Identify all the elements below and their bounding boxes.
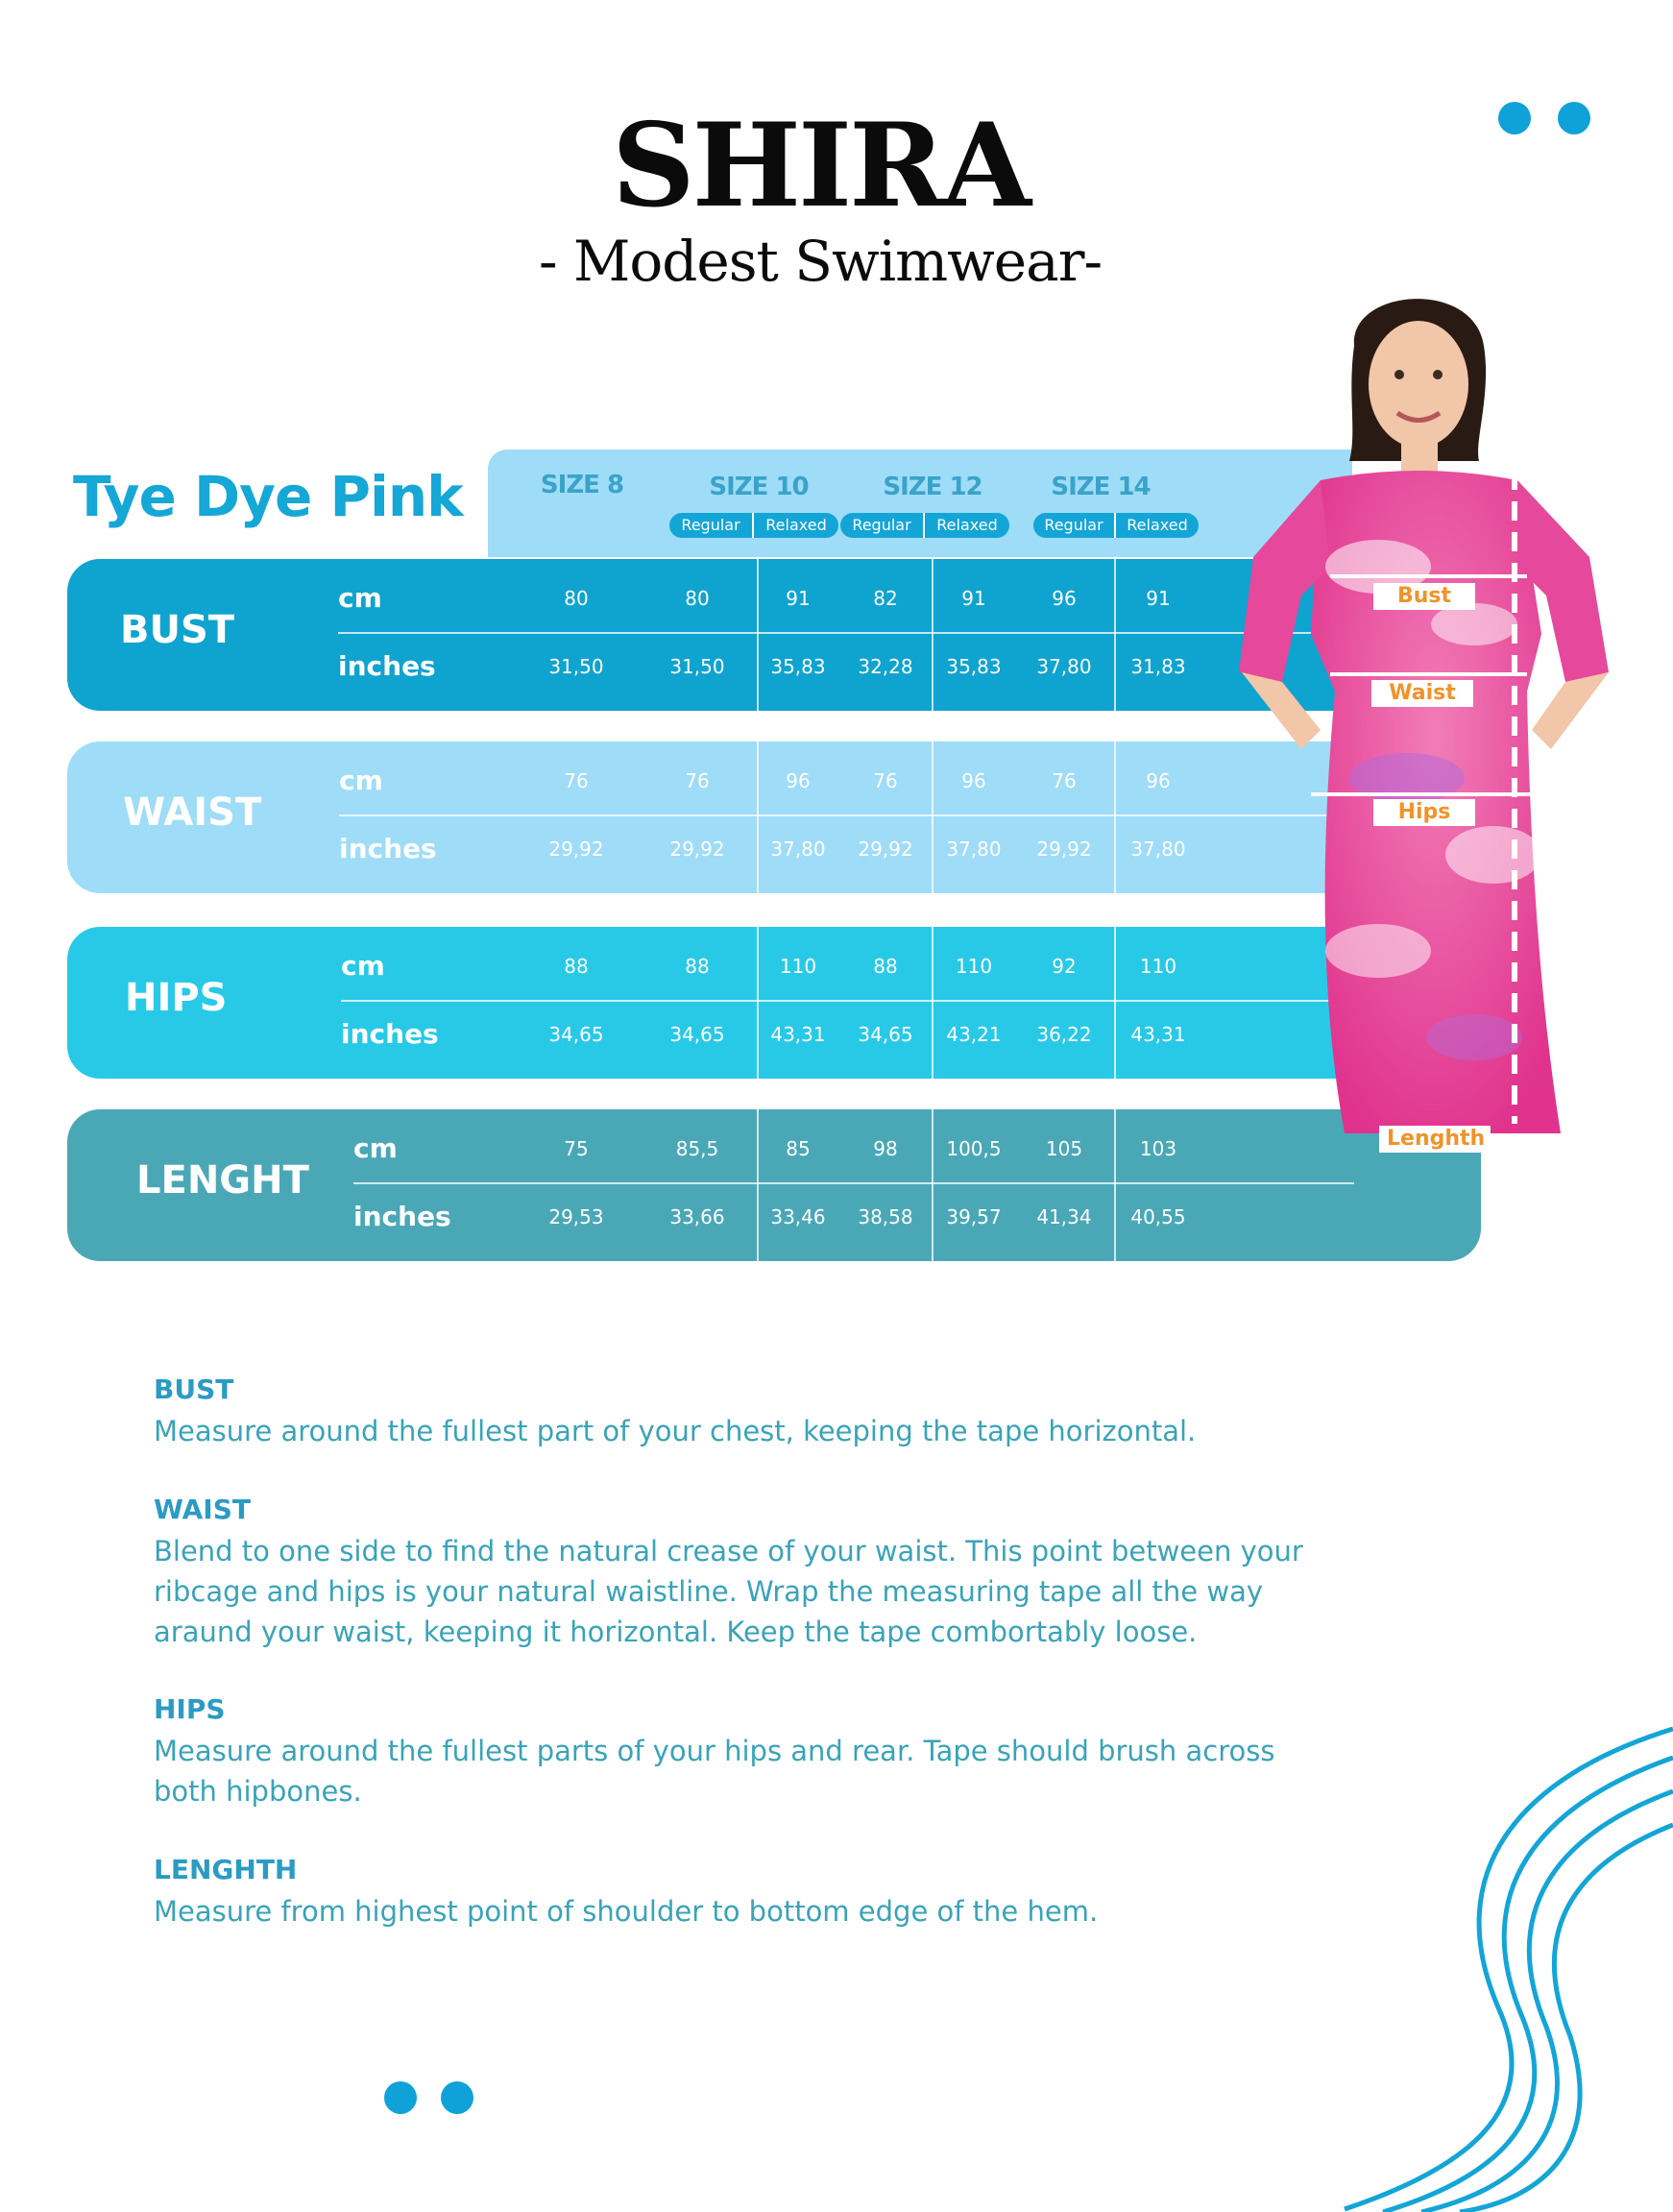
column-divider	[757, 1109, 759, 1261]
arm-left	[1242, 672, 1321, 749]
brand-title: SHIRA	[611, 98, 1029, 233]
cell-waist-cm: 96	[961, 769, 986, 792]
row-title-bust: BUST	[120, 608, 235, 652]
cell-bust-inches: 35,83	[946, 655, 1002, 678]
unit-label-cm: cm	[338, 582, 382, 614]
cell-hips-cm: 110	[955, 955, 993, 978]
unit-label-cm: cm	[341, 950, 385, 982]
column-divider	[1114, 927, 1116, 1079]
row-title-waist: WAIST	[123, 790, 262, 835]
cell-hips-cm: 110	[779, 955, 817, 978]
decor-wave-lines	[1325, 1719, 1673, 2212]
cell-bust-inches: 35,83	[770, 655, 826, 678]
decor-dot	[1558, 102, 1590, 134]
cell-hips-inches: 43,31	[770, 1023, 826, 1046]
guide-text-length: Measure from highest point of shoulder to bottom edge of the hem.	[154, 1895, 1099, 1928]
column-divider	[932, 559, 933, 711]
cell-bust-inches: 31,83	[1130, 655, 1186, 678]
column-divider	[932, 741, 933, 893]
cell-length-inches: 33,66	[669, 1205, 725, 1228]
cell-length-inches: 29,53	[548, 1205, 604, 1228]
cell-length-inches: 38,58	[858, 1205, 913, 1228]
cell-length-inches: 41,34	[1036, 1205, 1092, 1228]
guide-heading-hips: HIPS	[154, 1693, 226, 1725]
cell-waist-cm: 76	[685, 769, 710, 792]
eye-right	[1433, 370, 1443, 379]
pattern-blotch	[1325, 924, 1431, 978]
cell-waist-inches: 29,92	[548, 838, 604, 861]
size-label-8: SIZE 8	[540, 471, 624, 499]
pattern-blotch	[1445, 826, 1541, 884]
cell-waist-cm: 76	[564, 769, 589, 792]
face	[1369, 321, 1468, 448]
fit-relaxed: Relaxed	[765, 516, 827, 534]
size-label-10: SIZE 10	[709, 473, 809, 501]
wave-line	[1383, 1758, 1673, 2212]
eye-left	[1394, 370, 1404, 379]
guide-heading-length: LENGHTH	[154, 1854, 298, 1885]
decor-dot	[441, 2081, 473, 2114]
cell-length-cm: 100,5	[946, 1137, 1002, 1160]
fit-pill-size-12	[840, 513, 1009, 538]
cell-hips-inches: 34,65	[669, 1023, 725, 1046]
cell-hips-inches: 34,65	[548, 1023, 604, 1046]
column-divider	[757, 927, 759, 1079]
guide-text-bust: Measure around the fullest part of your chest, keeping the tape horizontal.	[154, 1415, 1197, 1447]
column-divider	[757, 741, 759, 893]
fit-relaxed: Relaxed	[1127, 516, 1188, 534]
cell-bust-cm: 80	[685, 587, 710, 610]
pattern-blotch	[1426, 1014, 1522, 1060]
cell-waist-inches: 29,92	[669, 838, 725, 861]
unit-label-inches: inches	[353, 1201, 451, 1232]
cell-bust-inches: 37,80	[1036, 655, 1092, 678]
arm-right	[1532, 672, 1609, 749]
guide-heading-waist: WAIST	[154, 1494, 251, 1525]
column-divider	[932, 1109, 933, 1261]
cell-hips-cm: 88	[873, 955, 898, 978]
cell-waist-cm: 96	[1146, 769, 1171, 792]
decor-dot	[384, 2081, 417, 2114]
cell-bust-cm: 82	[873, 587, 898, 610]
size-label-12: SIZE 12	[883, 473, 982, 501]
cell-length-cm: 85	[786, 1137, 811, 1160]
wave-line	[1421, 1791, 1673, 2212]
unit-label-inches: inches	[341, 1018, 439, 1050]
unit-label-inches: inches	[338, 650, 436, 682]
cell-length-inches: 40,55	[1130, 1205, 1186, 1228]
tag-waist: Waist	[1371, 680, 1473, 707]
column-divider	[1114, 741, 1116, 893]
fit-pill-size-10	[669, 513, 838, 538]
model-photo	[1186, 279, 1666, 1172]
cell-waist-cm: 76	[1052, 769, 1077, 792]
cell-hips-cm: 92	[1052, 955, 1077, 978]
cell-hips-cm: 88	[685, 955, 710, 978]
measure-row-hips	[67, 927, 1354, 1079]
unit-label-cm: cm	[353, 1132, 398, 1164]
cell-bust-cm: 96	[1052, 587, 1077, 610]
column-divider	[932, 927, 933, 1079]
cell-waist-cm: 96	[786, 769, 811, 792]
guide-text-hips: Measure around the fullest parts of your hips and rear. Tape should brush across both hipbones.	[154, 1735, 1275, 1808]
cell-hips-cm: 88	[564, 955, 589, 978]
unit-label-inches: inches	[339, 833, 437, 864]
fit-regular: Regular	[852, 516, 911, 534]
cell-length-cm: 98	[873, 1137, 898, 1160]
row-divider	[353, 1182, 1354, 1184]
unit-label-cm: cm	[339, 765, 383, 796]
cell-length-cm: 85,5	[675, 1137, 719, 1160]
tag-bust: Bust	[1373, 583, 1475, 610]
product-color-name: Tye Dye Pink	[73, 464, 463, 529]
row-title-hips: HIPS	[125, 976, 228, 1020]
cell-length-inches: 39,57	[946, 1205, 1002, 1228]
cell-hips-cm: 110	[1139, 955, 1177, 978]
cell-bust-cm: 80	[564, 587, 589, 610]
cell-hips-inches: 43,31	[1130, 1023, 1186, 1046]
cell-bust-cm: 91	[786, 587, 811, 610]
cell-waist-inches: 37,80	[770, 838, 826, 861]
cell-length-inches: 33,46	[770, 1205, 826, 1228]
row-title-length: LENGHT	[136, 1158, 309, 1203]
fit-relaxed: Relaxed	[936, 516, 998, 534]
brand-subtitle: - Modest Swimwear-	[538, 229, 1103, 294]
cell-bust-inches: 32,28	[858, 655, 913, 678]
measure-row-bust	[67, 559, 1354, 711]
tag-length: Lenghth	[1379, 1126, 1491, 1153]
cell-hips-inches: 36,22	[1036, 1023, 1092, 1046]
guide-text-waist: Blend to one side to find the natural crease of your waist. This point between your ribcage and hips is your natural waistline. Wrap the measuring tape all the way araund your waist, keeping it horizontal. Keep the tape combortably loose.	[154, 1535, 1303, 1648]
fit-regular: Regular	[681, 516, 740, 534]
cell-length-cm: 103	[1139, 1137, 1177, 1160]
cell-bust-cm: 91	[1146, 587, 1171, 610]
wave-line	[1460, 1825, 1673, 2212]
cell-hips-inches: 34,65	[858, 1023, 913, 1046]
column-divider	[1114, 559, 1116, 711]
fit-regular: Regular	[1044, 516, 1103, 534]
column-divider	[1114, 1109, 1116, 1261]
cell-waist-inches: 37,80	[946, 838, 1002, 861]
cell-hips-inches: 43,21	[946, 1023, 1002, 1046]
column-divider	[757, 559, 759, 711]
cell-waist-inches: 29,92	[858, 838, 913, 861]
guide-heading-bust: BUST	[154, 1373, 234, 1405]
cell-bust-cm: 91	[961, 587, 986, 610]
size-label-14: SIZE 14	[1051, 473, 1151, 501]
cell-waist-inches: 37,80	[1130, 838, 1186, 861]
cell-length-cm: 75	[564, 1137, 589, 1160]
cell-bust-inches: 31,50	[548, 655, 604, 678]
fit-pill-size-14	[1033, 513, 1199, 538]
decor-dot	[1498, 102, 1531, 134]
cell-waist-inches: 29,92	[1036, 838, 1092, 861]
tag-hips: Hips	[1373, 799, 1475, 826]
cell-waist-cm: 76	[873, 769, 898, 792]
cell-bust-inches: 31,50	[669, 655, 725, 678]
cell-length-cm: 105	[1045, 1137, 1083, 1160]
